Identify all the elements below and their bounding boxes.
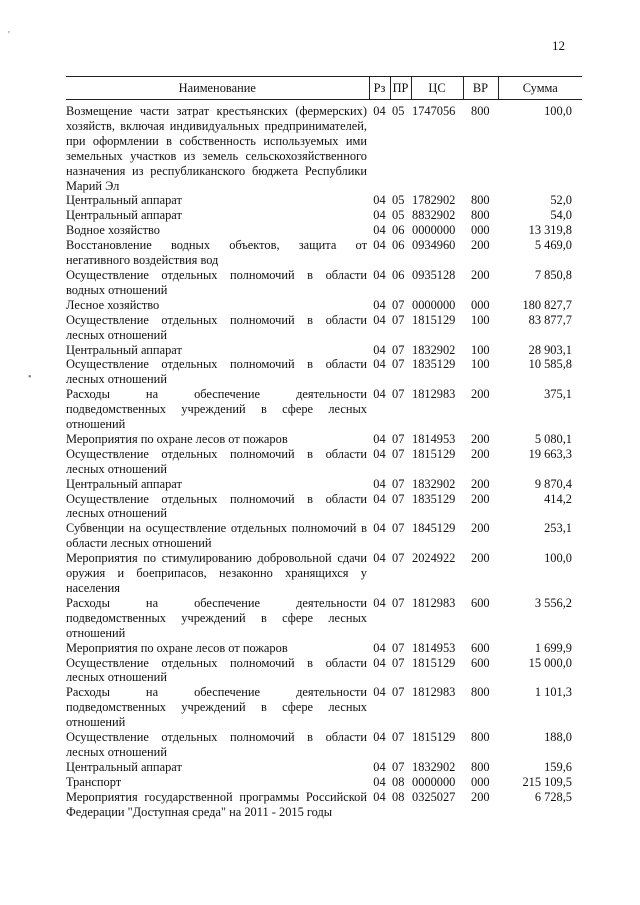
margin-mark: •	[28, 372, 32, 383]
row-vr: 000	[471, 774, 490, 789]
row-cs: 1815129	[412, 655, 456, 670]
row-pr: 06	[392, 238, 405, 253]
row-rz: 04	[373, 446, 386, 461]
row-name: Осуществление отдельных полномочий в области лесных отношений	[66, 446, 367, 476]
row-name: Субвенции на осуществление отдельных полномочий в области лесных отношений	[66, 521, 367, 551]
row-name: Мероприятия по стимулированию добровольной сдачи оружия и боеприпасов, незаконно хранящихся у населения	[66, 551, 367, 595]
row-rz: 04	[373, 789, 386, 804]
row-vr: 000	[471, 223, 490, 238]
table-body	[66, 100, 582, 820]
table-row	[66, 685, 582, 730]
row-vr: 200	[471, 789, 490, 804]
row-pr: 07	[392, 476, 405, 491]
margin-mark: '	[8, 30, 10, 41]
row-cs: 1812983	[412, 595, 456, 610]
table-row	[66, 238, 582, 268]
row-cs: 1812983	[412, 387, 456, 402]
table-header	[66, 77, 582, 100]
row-sum: 180 827,7	[522, 297, 572, 312]
row-name: Возмещение части затрат крестьянских (фермерских) хозяйств, включая индивидуальных предпринимателей, при оформлении в собственность используемых ими земельных участков из земель сельскохозяйственного назначения из республиканского бюджета Республики Марий Эл	[66, 104, 367, 193]
row-vr: 200	[471, 476, 490, 491]
row-cs: 1845129	[412, 521, 456, 536]
row-cs: 1815129	[412, 312, 456, 327]
row-pr: 07	[392, 446, 405, 461]
row-pr: 07	[392, 491, 405, 506]
table-row	[66, 596, 582, 641]
row-sum: 13 319,8	[528, 223, 572, 238]
row-rz: 04	[373, 774, 386, 789]
row-sum: 54,0	[550, 208, 572, 223]
row-rz: 04	[373, 491, 386, 506]
row-cs: 2024922	[412, 551, 456, 566]
row-sum: 375,1	[544, 387, 572, 402]
row-cs: 1812983	[412, 685, 456, 700]
row-vr: 200	[471, 238, 490, 253]
row-sum: 1 101,3	[534, 685, 572, 700]
row-name: Мероприятия по охране лесов от пожаров	[66, 640, 288, 655]
row-sum: 52,0	[550, 193, 572, 208]
header-cs: ЦС	[411, 77, 463, 100]
table-row	[66, 432, 582, 447]
row-rz: 04	[373, 730, 386, 745]
row-vr: 800	[471, 208, 490, 223]
row-vr: 600	[471, 595, 490, 610]
row-vr: 100	[471, 357, 490, 372]
row-rz: 04	[373, 431, 386, 446]
row-rz: 04	[373, 267, 386, 282]
row-pr: 05	[392, 193, 405, 208]
table-row	[66, 656, 582, 686]
row-rz: 04	[373, 655, 386, 670]
row-pr: 07	[392, 759, 405, 774]
row-pr: 05	[392, 104, 405, 118]
row-cs: 1815129	[412, 730, 456, 745]
row-rz: 04	[373, 223, 386, 238]
row-sum: 1 699,9	[534, 640, 572, 655]
row-name: Мероприятия государственной программы Российской Федерации "Доступная среда" на 2011 - 2015 годы	[66, 789, 367, 819]
row-name: Центральный аппарат	[66, 208, 182, 223]
row-sum: 9 870,4	[534, 476, 572, 491]
row-name: Водное хозяйство	[66, 223, 161, 238]
row-rz: 04	[373, 193, 386, 208]
row-cs: 8832902	[412, 208, 456, 223]
row-vr: 200	[471, 446, 490, 461]
row-sum: 253,1	[544, 521, 572, 536]
table-row	[66, 100, 582, 194]
row-sum: 215 109,5	[522, 774, 572, 789]
row-name: Осуществление отдельных полномочий в области лесных отношений	[66, 357, 367, 387]
table-row	[66, 790, 582, 820]
row-sum: 83 877,7	[528, 312, 572, 327]
row-rz: 04	[373, 357, 386, 372]
row-name: Восстановление водных объектов, защита от негативного воздействия вод	[66, 238, 367, 268]
header-name: Наименование	[66, 77, 369, 100]
row-cs: 0000000	[412, 223, 456, 238]
row-sum: 7 850,8	[534, 267, 572, 282]
row-name: Центральный аппарат	[66, 193, 182, 208]
row-vr: 200	[471, 551, 490, 566]
row-name: Осуществление отдельных полномочий в области лесных отношений	[66, 491, 367, 521]
row-sum: 5 080,1	[534, 431, 572, 446]
row-vr: 800	[471, 685, 490, 700]
row-rz: 04	[373, 238, 386, 253]
row-cs: 1814953	[412, 431, 456, 446]
row-sum: 159,6	[544, 759, 572, 774]
row-rz: 04	[373, 595, 386, 610]
row-cs: 0935128	[412, 267, 456, 282]
row-name: Расходы на обеспечение деятельности подведомственных учреждений в сфере лесных отношений	[66, 685, 367, 730]
row-pr: 07	[392, 551, 405, 566]
row-rz: 04	[373, 476, 386, 491]
row-cs: 0000000	[412, 297, 456, 312]
table-row	[66, 193, 582, 208]
row-vr: 600	[471, 655, 490, 670]
row-rz: 04	[373, 387, 386, 402]
row-cs: 1835129	[412, 357, 456, 372]
row-sum: 5 469,0	[534, 238, 572, 253]
row-pr: 07	[392, 312, 405, 327]
row-vr: 100	[471, 312, 490, 327]
row-name: Осуществление отдельных полномочий в области лесных отношений	[66, 655, 367, 685]
page-number: 12	[552, 38, 565, 53]
row-cs: 0000000	[412, 774, 456, 789]
row-pr: 07	[392, 640, 405, 655]
table-row	[66, 357, 582, 387]
table-row	[66, 387, 582, 432]
row-cs: 1782902	[412, 193, 456, 208]
row-pr: 07	[392, 655, 405, 670]
row-pr: 05	[392, 208, 405, 223]
row-vr: 800	[471, 759, 490, 774]
table-row	[66, 208, 582, 223]
row-pr: 06	[392, 267, 405, 282]
row-pr: 07	[392, 387, 405, 402]
header-rz: Рз	[369, 77, 390, 100]
row-vr: 800	[471, 104, 490, 118]
row-name: Центральный аппарат	[66, 342, 182, 357]
row-rz: 04	[373, 685, 386, 700]
table-row	[66, 477, 582, 492]
table-row	[66, 730, 582, 760]
row-sum: 19 663,3	[528, 446, 572, 461]
row-rz: 04	[373, 312, 386, 327]
row-pr: 06	[392, 223, 405, 238]
row-rz: 04	[373, 551, 386, 566]
row-cs: 1835129	[412, 491, 456, 506]
row-sum: 6 728,5	[534, 789, 572, 804]
table-row	[66, 551, 582, 596]
header-pr: ПР	[390, 77, 411, 100]
row-rz: 04	[373, 104, 386, 118]
table-row	[66, 492, 582, 522]
row-sum: 414,2	[544, 491, 572, 506]
row-name: Осуществление отдельных полномочий в области водных отношений	[66, 267, 367, 297]
row-name: Транспорт	[66, 774, 122, 789]
header-vr: ВР	[463, 77, 498, 100]
table-row	[66, 268, 582, 298]
row-pr: 07	[392, 297, 405, 312]
row-name: Расходы на обеспечение деятельности подведомственных учреждений в сфере лесных отношений	[66, 387, 367, 432]
row-vr: 200	[471, 431, 490, 446]
row-pr: 08	[392, 774, 405, 789]
row-rz: 04	[373, 521, 386, 536]
table-row	[66, 223, 582, 238]
row-name: Мероприятия по охране лесов от пожаров	[66, 431, 288, 446]
row-name: Расходы на обеспечение деятельности подведомственных учреждений в сфере лесных отношений	[66, 595, 367, 640]
row-pr: 07	[392, 730, 405, 745]
row-pr: 07	[392, 595, 405, 610]
row-vr: 600	[471, 640, 490, 655]
row-name: Центральный аппарат	[66, 476, 182, 491]
table-row	[66, 521, 582, 551]
budget-table	[66, 76, 582, 820]
row-sum: 15 000,0	[528, 655, 572, 670]
row-sum: 3 556,2	[534, 595, 572, 610]
row-vr: 800	[471, 193, 490, 208]
table-row	[66, 775, 582, 790]
row-name: Центральный аппарат	[66, 759, 182, 774]
row-rz: 04	[373, 759, 386, 774]
table-row	[66, 298, 582, 313]
row-vr: 800	[471, 730, 490, 745]
row-vr: 200	[471, 387, 490, 402]
header-sum: Сумма	[498, 77, 582, 100]
row-pr: 07	[392, 357, 405, 372]
budget-table-container	[66, 76, 582, 820]
row-cs: 1815129	[412, 446, 456, 461]
row-vr: 100	[471, 342, 490, 357]
row-vr: 200	[471, 491, 490, 506]
row-pr: 07	[392, 342, 405, 357]
row-rz: 04	[373, 342, 386, 357]
table-row	[66, 313, 582, 343]
row-sum: 28 903,1	[528, 342, 572, 357]
row-pr: 08	[392, 789, 405, 804]
row-name: Осуществление отдельных полномочий в области лесных отношений	[66, 312, 367, 342]
row-cs: 0325027	[412, 789, 456, 804]
row-name: Лесное хозяйство	[66, 297, 160, 312]
row-pr: 07	[392, 521, 405, 536]
row-pr: 07	[392, 685, 405, 700]
row-sum: 188,0	[544, 730, 572, 745]
row-rz: 04	[373, 640, 386, 655]
row-cs: 0934960	[412, 238, 456, 253]
row-name: Осуществление отдельных полномочий в области лесных отношений	[66, 730, 367, 759]
row-cs: 1832902	[412, 759, 456, 774]
row-cs: 1747056	[412, 104, 456, 118]
row-cs: 1814953	[412, 640, 456, 655]
table-row	[66, 760, 582, 775]
row-cs: 1832902	[412, 476, 456, 491]
row-sum: 10 585,8	[528, 357, 572, 372]
table-row	[66, 343, 582, 358]
row-sum: 100,0	[544, 104, 572, 118]
row-sum: 100,0	[544, 551, 572, 566]
row-rz: 04	[373, 208, 386, 223]
row-cs: 1832902	[412, 342, 456, 357]
table-row	[66, 641, 582, 656]
row-rz: 04	[373, 297, 386, 312]
table-row	[66, 447, 582, 477]
row-vr: 200	[471, 267, 490, 282]
row-vr: 000	[471, 297, 490, 312]
row-vr: 200	[471, 521, 490, 536]
row-pr: 07	[392, 431, 405, 446]
